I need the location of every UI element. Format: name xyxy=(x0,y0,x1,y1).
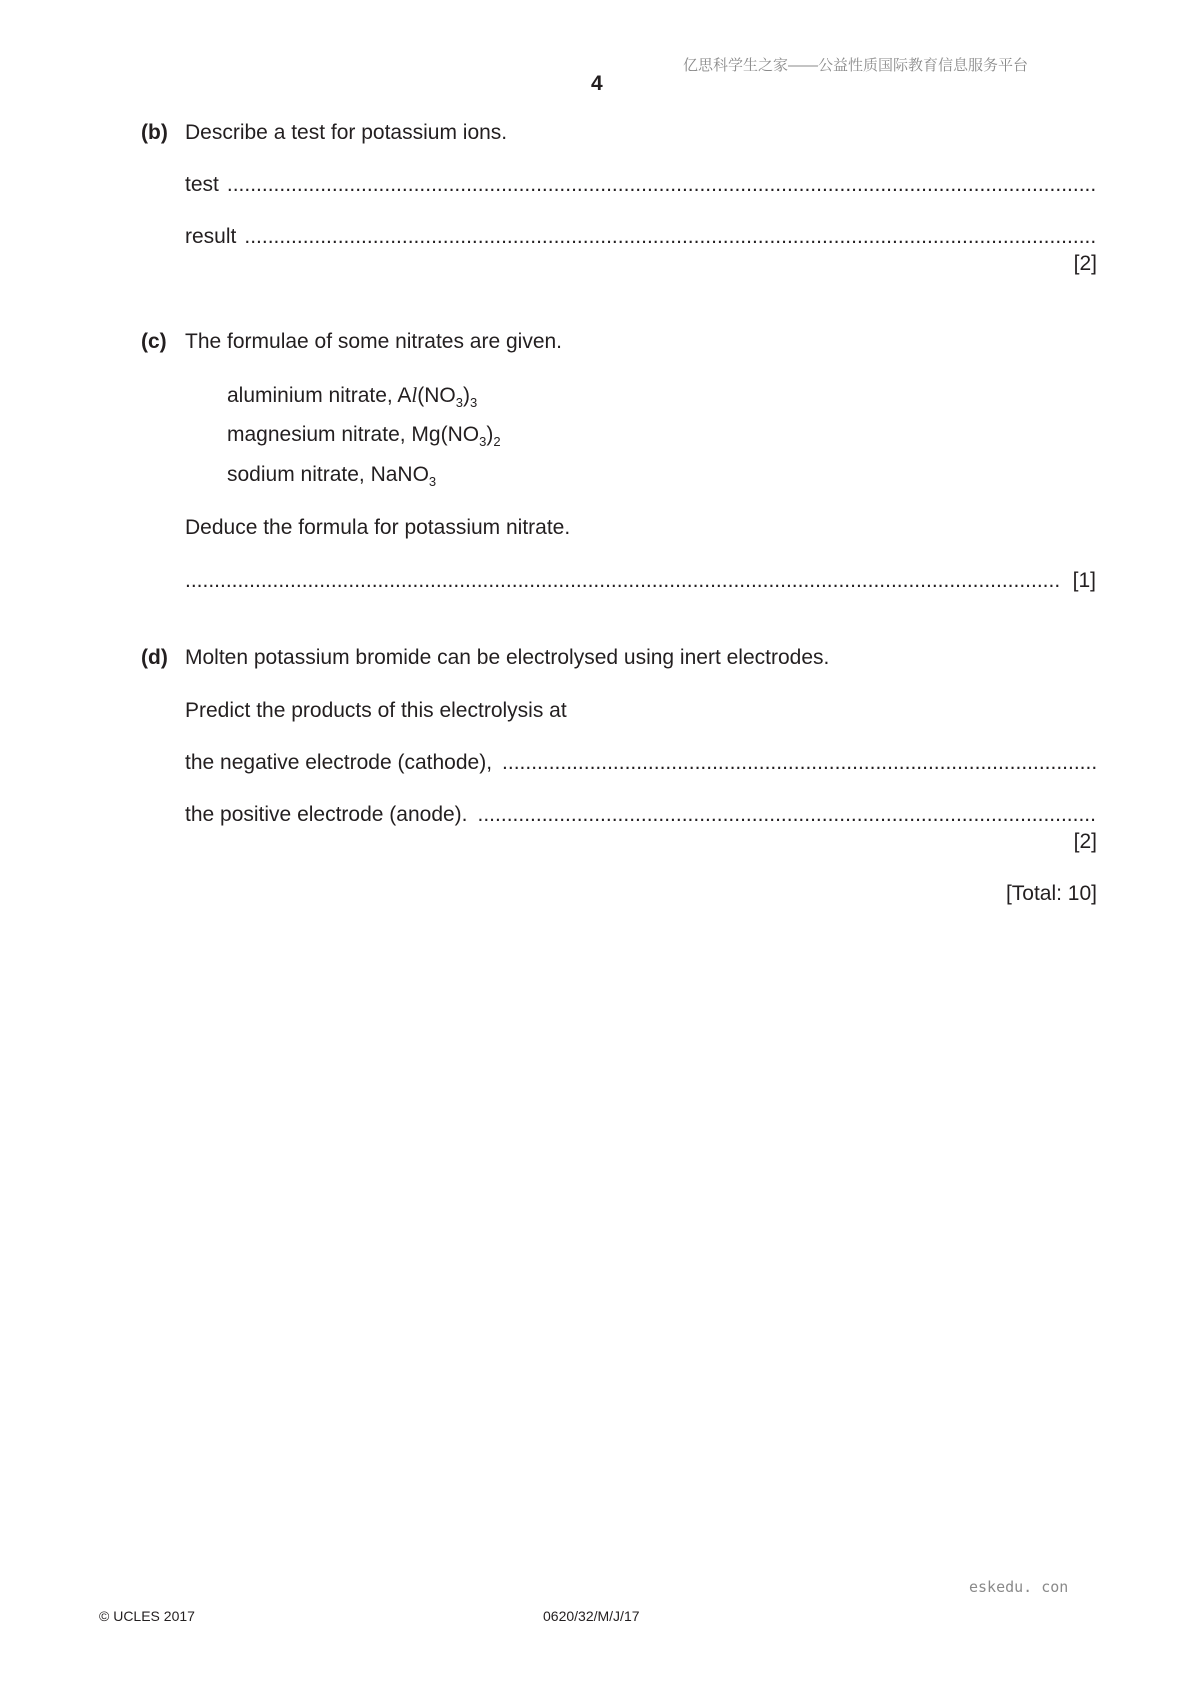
cathode-label: the negative electrode (cathode), xyxy=(185,751,493,774)
part-c-question: Deduce the formula for potassium nitrate. xyxy=(185,516,571,539)
test-answer-line[interactable] xyxy=(185,172,1096,198)
watermark-text: 亿思科学生之家——公益性质国际教育信息服务平台 xyxy=(683,57,1029,74)
total-marks: [Total: 10] xyxy=(1005,882,1097,905)
part-c-intro: The formulae of some nitrates are given. xyxy=(185,330,563,353)
formula-answer-line[interactable] xyxy=(185,568,1096,594)
site-watermark: eskedu. con xyxy=(969,1578,1069,1596)
cathode-answer-line[interactable] xyxy=(185,750,1096,776)
copyright-text: © UCLES 2017 xyxy=(99,1608,195,1624)
cathode-dotted-line xyxy=(502,750,1096,776)
result-dotted-line xyxy=(244,224,1096,250)
anode-answer-line[interactable] xyxy=(185,802,1096,828)
page-number: 4 xyxy=(591,72,603,95)
part-c-marks: [1] xyxy=(1072,569,1096,592)
part-d-marks: [2] xyxy=(1073,830,1097,853)
nitrate-sodium: sodium nitrate, NaNO$_3$ xyxy=(227,463,437,489)
part-d-label: (d) xyxy=(141,646,168,669)
test-dotted-line xyxy=(227,172,1096,198)
test-label: test xyxy=(185,173,219,196)
anode-dotted-line xyxy=(478,802,1096,828)
part-b-marks: [2] xyxy=(1073,252,1097,275)
result-answer-line[interactable] xyxy=(185,224,1096,250)
part-d-intro: Molten potassium bromide can be electrolysed using inert electrodes. xyxy=(185,646,830,669)
nitrate-aluminium: aluminium nitrate, $Al(NO_3)_3$ xyxy=(227,383,478,410)
anode-label: the positive electrode (anode). xyxy=(185,803,468,826)
formula-dotted-line xyxy=(185,568,1059,594)
part-d-question: Predict the products of this electrolysis at xyxy=(185,699,567,722)
paper-code: 0620/32/M/J/17 xyxy=(543,1608,640,1624)
nitrate-magnesium: magnesium nitrate, $Mg(NO_3)_2$ xyxy=(227,423,501,449)
part-b-question: Describe a test for potassium ions. xyxy=(185,121,508,144)
result-label: result xyxy=(185,225,237,248)
part-c-label: (c) xyxy=(141,330,167,353)
part-b-label: (b) xyxy=(141,121,168,144)
